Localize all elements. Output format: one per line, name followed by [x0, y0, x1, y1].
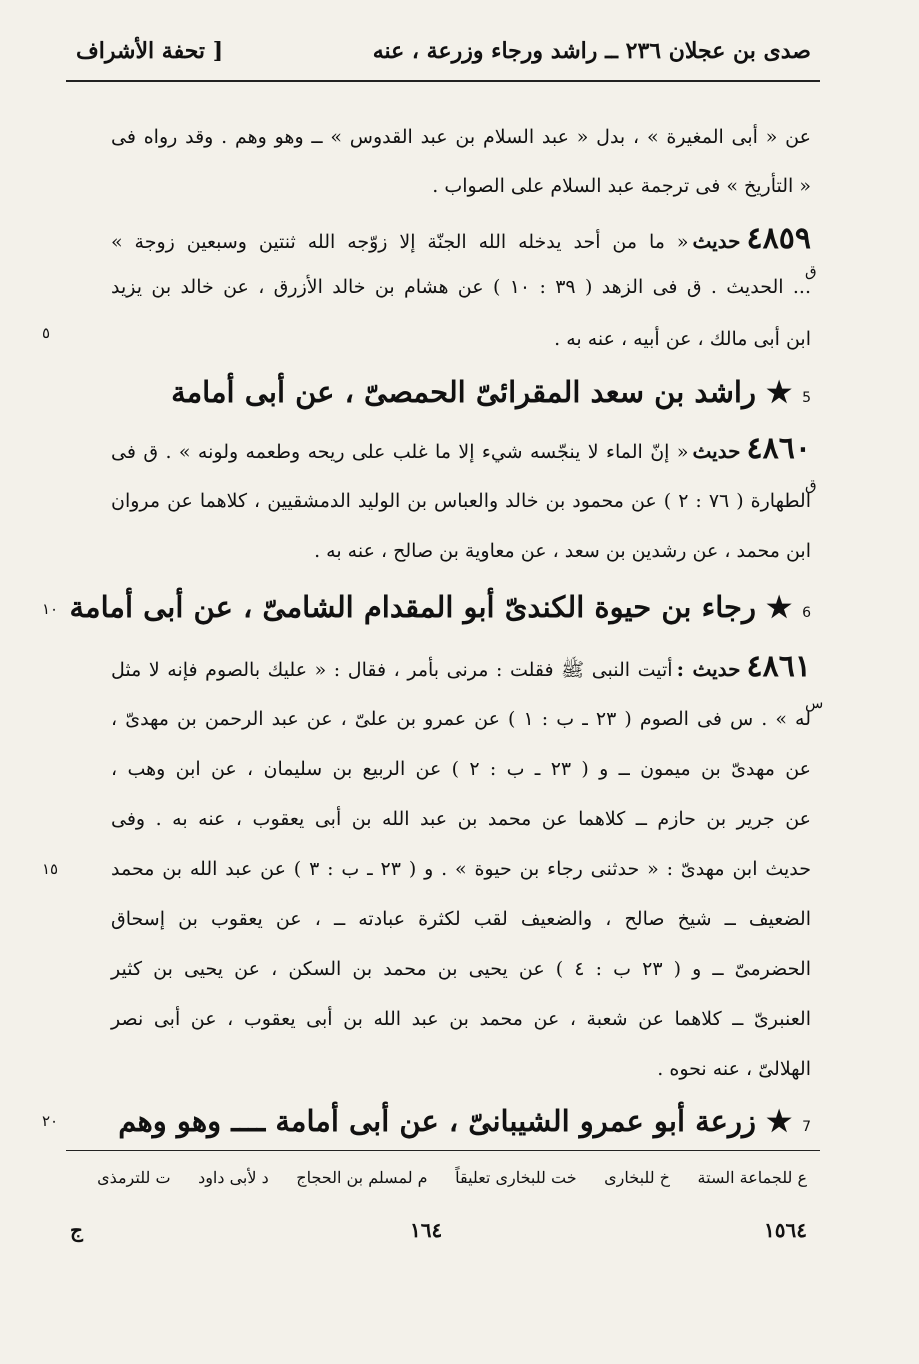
sigla-legend: [97, 1168, 807, 1187]
text-line-15: الحضرمىّ ــ و ( ٢٣ ب : ٤ ) عن يحيى بن محمد بن السكن ، عن يحيى بن كثير: [111, 958, 811, 980]
footnote-rule: [66, 1150, 820, 1151]
text-line-16: العنبرىّ ــ كلاهما عن شعبة ، عن محمد بن عبد الله بن أبى يعقوب ، عن أبى نصر: [111, 1008, 811, 1030]
line-number: ١٥: [42, 860, 59, 878]
line-number: ٢٠: [42, 1112, 59, 1130]
text-line-13: حديث ابن مهدىّ : « حدثنى رجاء بن حيوة » . و ( ٢٣ ـ ب : ٣ ) عن عبد الله بن محمد: [111, 858, 811, 880]
heading-text: ★ رجاء بن حيوة الكندىّ أبو المقدام الشامىّ ، عن أبى أمامة: [69, 590, 793, 624]
legend-item: د لأبى داود: [198, 1168, 269, 1187]
hadith-number: ٤٨٦٠: [746, 431, 811, 466]
text-line-10: له » . س فى الصوم ( ٢٣ ـ ب : ١ ) عن عمرو بن علىّ ، عن عبد الرحمن بن مهدىّ ،: [111, 708, 811, 730]
heading-number: 6: [802, 605, 811, 621]
text-line-6: « إنّ الماء لا ينجّسه شيء إلا ما غلب على ريحه وطعمه ولونه » . ق فى: [111, 441, 689, 463]
signature-mark: ج: [70, 1218, 83, 1242]
hadith-number: ٤٨٥٩: [746, 221, 811, 256]
text-line-3: « ما من أحد يدخله الله الجنّة إلا زوّجه الله ثنتين وسبعين زوجة »: [111, 231, 689, 253]
hadith-4861-first-line: [111, 649, 811, 684]
text-line-1: عن « أبى المغيرة » ، بدل « عبد السلام بن عبد القدوس » ــ وهو وهم . وقد رواه فى: [111, 126, 811, 148]
sigla-4859: ق: [805, 262, 817, 280]
legend-item: خ للبخارى: [604, 1168, 670, 1187]
narrator-heading-5: [171, 375, 811, 409]
running-title: صدى بن عجلان ٢٣٦ ــ راشد ورجاء وزرعة ، عنه: [372, 38, 811, 64]
heading-text: ★ زرعة أبو عمرو الشيبانىّ ، عن أبى أمامة ــــ وهو وهم: [118, 1104, 793, 1138]
hadith-number: ٤٨٦١: [746, 649, 811, 684]
sigla-4860: ق: [805, 476, 817, 494]
heading-number: 7: [802, 1119, 811, 1135]
text-line-17: الهلالىّ ، عنه نحوه .: [657, 1058, 811, 1080]
text-line-11: عن مهدىّ بن ميمون ــ و ( ٢٣ ـ ب : ٢ ) عن الربيع بن سليمان ، عن ابن وهب ،: [111, 758, 811, 780]
hadith-label: حديث :: [676, 657, 741, 681]
text-line-8: ابن محمد ، عن رشدين بن سعد ، عن معاوية بن صالح ، عنه به .: [314, 540, 811, 562]
text-line-2: « التأريخ » فى ترجمة عبد السلام على الصواب .: [432, 175, 811, 197]
line-number: ٥: [42, 324, 51, 342]
text-line-7: الطهارة ( ٧٦ : ٢ ) عن محمود بن خالد والعباس بن الوليد الدمشقيين ، كلاهما عن مروان: [111, 490, 812, 512]
legend-item: ت للترمذى: [97, 1168, 171, 1187]
text-line-14: الضعيف ــ شيخ صالح ، والضعيف لقب لكثرة عبادته ــ ، عن يعقوب بن إسحاق: [111, 908, 811, 930]
book-title: [ تحفة الأشراف: [76, 38, 224, 64]
line-number: ١٠: [42, 600, 59, 618]
hadith-label: حديث: [692, 439, 741, 463]
text-line-5: ابن أبى مالك ، عن أبيه ، عنه به .: [554, 328, 811, 350]
volume-page: ١٦٤: [410, 1218, 443, 1242]
legend-item: ع للجماعة الستة: [697, 1168, 807, 1187]
sigla-4861: س: [805, 694, 824, 712]
text-line-9: أتيت النبى ﷺ فقلت : مرنى بأمر ، فقال : « عليك بالصوم فإنه لا مثل: [111, 659, 673, 681]
heading-text: ★ راشد بن سعد المقرائىّ الحمصىّ ، عن أبى أمامة: [171, 375, 793, 409]
hadith-4860-first-line: [111, 431, 811, 466]
hadith-label: حديث: [692, 229, 741, 253]
page-number: ١٥٦٤: [764, 1218, 807, 1242]
text-line-12: عن جرير بن حازم ــ كلاهما عن محمد بن عبد الله بن أبى يعقوب ، عنه به . وفى: [111, 808, 811, 830]
legend-item: م لمسلم بن الحجاج: [296, 1168, 428, 1187]
narrator-heading-7: [118, 1104, 811, 1138]
text-line-4: ... الحديث . ق فى الزهد ( ٣٩ : ١٠ ) عن هشام بن خالد الأزرق ، عن خالد بن يزيد: [111, 276, 811, 298]
hadith-4859-first-line: [111, 221, 811, 256]
heading-number: 5: [802, 390, 811, 406]
header-rule: [66, 80, 820, 82]
narrator-heading-6: [70, 590, 812, 624]
legend-item: خت للبخارى تعليقاً: [455, 1168, 577, 1187]
